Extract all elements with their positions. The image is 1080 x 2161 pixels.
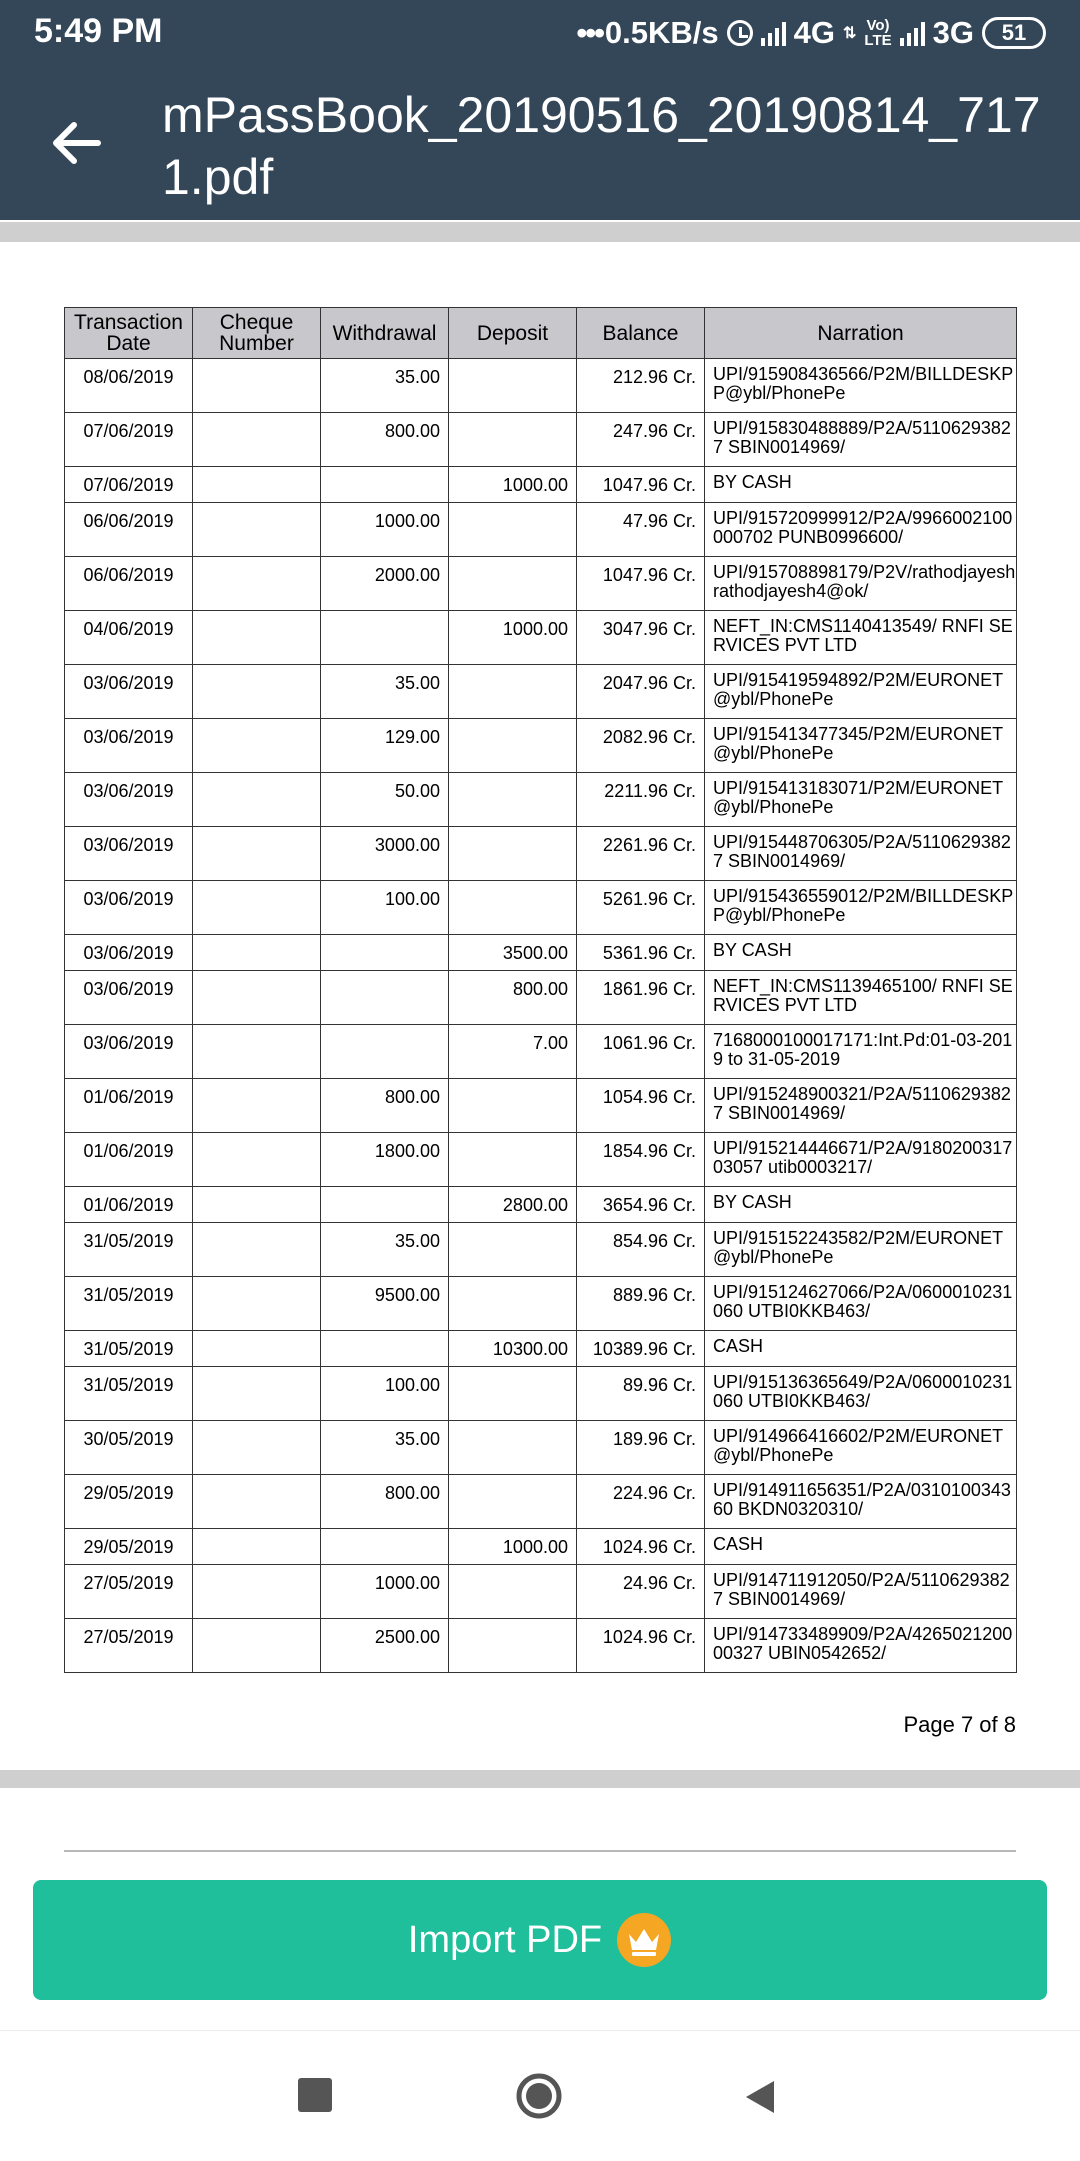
- import-pdf-button[interactable]: [33, 1880, 1047, 2000]
- cell-deposit: 7.00: [449, 1025, 577, 1079]
- cell-date: 06/06/2019: [65, 503, 193, 557]
- cell-balance: 5361.96 Cr.: [577, 935, 705, 971]
- cell-withdrawal: 1000.00: [321, 1565, 449, 1619]
- import-pdf-label: Import PDF: [407, 1918, 603, 1961]
- network-type-1: 4G: [793, 15, 836, 50]
- cell-deposit: [449, 1277, 577, 1331]
- cell-narration: BY CASH: [705, 1187, 1017, 1223]
- cell-date: 29/05/2019: [65, 1529, 193, 1565]
- table-row: [65, 1133, 1017, 1187]
- cell-withdrawal: 35.00: [321, 665, 449, 719]
- status-time: 5:49 PM: [34, 12, 163, 50]
- transaction-table: [64, 307, 1017, 1673]
- cell-date: 03/06/2019: [65, 935, 193, 971]
- cell-cheque: [193, 557, 321, 611]
- cell-narration: UPI/915124627066/P2A/0600010231060 UTBI0KKB463/: [705, 1277, 1017, 1331]
- cell-date: 06/06/2019: [65, 557, 193, 611]
- cell-withdrawal: 9500.00: [321, 1277, 449, 1331]
- alarm-icon: [727, 20, 753, 46]
- battery-icon: [982, 17, 1046, 49]
- cell-cheque: [193, 467, 321, 503]
- crown-icon: [616, 1912, 672, 1968]
- battery-level: 51: [1001, 20, 1027, 45]
- cell-date: 03/06/2019: [65, 971, 193, 1025]
- status-icons: [568, 13, 1046, 53]
- nav-bar: [0, 2030, 1080, 2161]
- cell-narration: BY CASH: [705, 467, 1017, 503]
- cell-narration: UPI/915413183071/P2M/EURONET@ybl/PhonePe: [705, 773, 1017, 827]
- table-row: [65, 1079, 1017, 1133]
- table-row: [65, 359, 1017, 413]
- cell-deposit: 2800.00: [449, 1187, 577, 1223]
- cell-withdrawal: [321, 1187, 449, 1223]
- cell-balance: 212.96 Cr.: [577, 359, 705, 413]
- table-row: [65, 719, 1017, 773]
- cell-deposit: [449, 1223, 577, 1277]
- cell-cheque: [193, 773, 321, 827]
- cell-narration: UPI/914911656351/P2A/031010034360 BKDN0320310/: [705, 1475, 1017, 1529]
- table-row: [65, 467, 1017, 503]
- cell-withdrawal: 35.00: [321, 1421, 449, 1475]
- cell-deposit: [449, 557, 577, 611]
- cell-deposit: [449, 1565, 577, 1619]
- cell-balance: 2082.96 Cr.: [577, 719, 705, 773]
- cell-narration: UPI/915136365649/P2A/0600010231060 UTBI0KKB463/: [705, 1367, 1017, 1421]
- cell-narration: UPI/915908436566/P2M/BILLDESKPP@ybl/PhonePe: [705, 359, 1017, 413]
- cell-deposit: [449, 773, 577, 827]
- cell-withdrawal: 800.00: [321, 413, 449, 467]
- cell-cheque: [193, 1025, 321, 1079]
- cell-withdrawal: 2000.00: [321, 557, 449, 611]
- cell-deposit: 3500.00: [449, 935, 577, 971]
- table-body: [65, 359, 1017, 1673]
- cell-narration: UPI/914711912050/P2A/51106293827 SBIN0014969/: [705, 1565, 1017, 1619]
- cell-deposit: [449, 1367, 577, 1421]
- cell-date: 31/05/2019: [65, 1277, 193, 1331]
- cell-deposit: [449, 359, 577, 413]
- page-divider: [0, 222, 1080, 242]
- cell-date: 07/06/2019: [65, 413, 193, 467]
- table-row: [65, 665, 1017, 719]
- cell-cheque: [193, 1331, 321, 1367]
- table-row: [65, 503, 1017, 557]
- cell-narration: UPI/915152243582/P2M/EURONET@ybl/PhonePe: [705, 1223, 1017, 1277]
- cell-withdrawal: 35.00: [321, 359, 449, 413]
- cell-withdrawal: 50.00: [321, 773, 449, 827]
- cell-date: 01/06/2019: [65, 1079, 193, 1133]
- cell-narration: UPI/915413477345/P2M/EURONET@ybl/PhonePe: [705, 719, 1017, 773]
- cell-deposit: [449, 413, 577, 467]
- cell-narration: UPI/915830488889/P2A/51106293827 SBIN0014969/: [705, 413, 1017, 467]
- data-arrows-icon: ⇅: [843, 25, 857, 42]
- cell-date: 31/05/2019: [65, 1367, 193, 1421]
- table-row: [65, 611, 1017, 665]
- cell-balance: 247.96 Cr.: [577, 413, 705, 467]
- cell-date: 03/06/2019: [65, 773, 193, 827]
- file-title: mPassBook_20190516_20190814_7171.pdf: [162, 87, 1041, 205]
- table-row: [65, 1475, 1017, 1529]
- cell-deposit: [449, 1619, 577, 1673]
- cell-balance: 1061.96 Cr.: [577, 1025, 705, 1079]
- cell-date: 03/06/2019: [65, 1025, 193, 1079]
- table-header-row: [65, 308, 1017, 359]
- cell-narration: UPI/915708898179/P2V/rathodjayeshrathodjayesh4@ok/: [705, 557, 1017, 611]
- cell-balance: 224.96 Cr.: [577, 1475, 705, 1529]
- cell-balance: 5261.96 Cr.: [577, 881, 705, 935]
- cell-cheque: [193, 1619, 321, 1673]
- cell-balance: 1047.96 Cr.: [577, 557, 705, 611]
- cell-narration: UPI/914733489909/P2A/426502120000327 UBIN0542652/: [705, 1619, 1017, 1673]
- cell-withdrawal: [321, 1529, 449, 1565]
- cell-date: 31/05/2019: [65, 1223, 193, 1277]
- cell-narration: 7168000100017171:Int.Pd:01-03-2019 to 31-05-2019: [705, 1025, 1017, 1079]
- cell-narration: CASH: [705, 1331, 1017, 1367]
- cell-deposit: [449, 503, 577, 557]
- table-row: [65, 827, 1017, 881]
- cell-balance: 1054.96 Cr.: [577, 1079, 705, 1133]
- cell-balance: 1854.96 Cr.: [577, 1133, 705, 1187]
- cell-date: 31/05/2019: [65, 1331, 193, 1367]
- table-row: [65, 1277, 1017, 1331]
- cell-balance: 3654.96 Cr.: [577, 1187, 705, 1223]
- signal-icon-2: [900, 20, 925, 46]
- page-divider-bottom: [0, 1770, 1080, 1788]
- cell-cheque: [193, 1223, 321, 1277]
- cell-withdrawal: 2500.00: [321, 1619, 449, 1673]
- cell-narration: UPI/915720999912/P2A/9966002100000702 PUNB0996600/: [705, 503, 1017, 557]
- table-row: [65, 1331, 1017, 1367]
- cell-cheque: [193, 719, 321, 773]
- cell-deposit: [449, 827, 577, 881]
- header-cheque-number: Cheque Number: [193, 308, 321, 359]
- net-speed: 0.5KB/s: [604, 15, 719, 50]
- cell-cheque: [193, 611, 321, 665]
- cell-balance: 1047.96 Cr.: [577, 467, 705, 503]
- cell-withdrawal: 800.00: [321, 1079, 449, 1133]
- back-arrow-icon[interactable]: [44, 110, 110, 176]
- cell-deposit: 1000.00: [449, 467, 577, 503]
- cell-date: 01/06/2019: [65, 1133, 193, 1187]
- cell-withdrawal: 35.00: [321, 1223, 449, 1277]
- cell-balance: 1024.96 Cr.: [577, 1619, 705, 1673]
- header-withdrawal: Withdrawal: [321, 308, 449, 359]
- home-icon[interactable]: [515, 2072, 563, 2120]
- cell-narration: BY CASH: [705, 935, 1017, 971]
- cell-date: 03/06/2019: [65, 719, 193, 773]
- cell-withdrawal: 1800.00: [321, 1133, 449, 1187]
- table-row: [65, 1529, 1017, 1565]
- cell-date: 29/05/2019: [65, 1475, 193, 1529]
- cell-narration: UPI/915436559012/P2M/BILLDESKPP@ybl/PhonePe: [705, 881, 1017, 935]
- app-bar: [0, 66, 1080, 220]
- cell-cheque: [193, 971, 321, 1025]
- table-row: [65, 1025, 1017, 1079]
- cell-date: 04/06/2019: [65, 611, 193, 665]
- table-row: [65, 413, 1017, 467]
- cell-deposit: 800.00: [449, 971, 577, 1025]
- cell-deposit: [449, 881, 577, 935]
- cell-deposit: 10300.00: [449, 1331, 577, 1367]
- cell-withdrawal: 100.00: [321, 881, 449, 935]
- cell-narration: UPI/915214446671/P2A/918020031703057 utib0003217/: [705, 1133, 1017, 1187]
- cell-cheque: [193, 1421, 321, 1475]
- cell-balance: 2261.96 Cr.: [577, 827, 705, 881]
- cell-cheque: [193, 1187, 321, 1223]
- cell-date: 08/06/2019: [65, 359, 193, 413]
- table-row: [65, 881, 1017, 935]
- cell-narration: UPI/914966416602/P2M/EURONET@ybl/PhonePe: [705, 1421, 1017, 1475]
- cell-balance: 47.96 Cr.: [577, 503, 705, 557]
- header-narration: Narration: [705, 308, 1017, 359]
- cell-cheque: [193, 413, 321, 467]
- signal-icon: [761, 20, 786, 46]
- volte-top: Vo): [866, 17, 890, 34]
- cell-cheque: [193, 827, 321, 881]
- cell-balance: 2211.96 Cr.: [577, 773, 705, 827]
- cell-deposit: 1000.00: [449, 611, 577, 665]
- cell-withdrawal: 800.00: [321, 1475, 449, 1529]
- cell-balance: 854.96 Cr.: [577, 1223, 705, 1277]
- cell-deposit: [449, 1475, 577, 1529]
- network-type-2: 3G: [932, 15, 974, 50]
- back-nav-icon[interactable]: [740, 2077, 780, 2117]
- cell-date: 03/06/2019: [65, 827, 193, 881]
- cell-withdrawal: 1000.00: [321, 503, 449, 557]
- cell-balance: 1861.96 Cr.: [577, 971, 705, 1025]
- cell-narration: UPI/915248900321/P2A/51106293827 SBIN0014969/: [705, 1079, 1017, 1133]
- cell-balance: 89.96 Cr.: [577, 1367, 705, 1421]
- cell-narration: UPI/915419594892/P2M/EURONET@ybl/PhonePe: [705, 665, 1017, 719]
- cell-cheque: [193, 881, 321, 935]
- cell-narration: NEFT_IN:CMS1140413549/ RNFI SERVICES PVT LTD: [705, 611, 1017, 665]
- table-row: [65, 557, 1017, 611]
- cell-narration: CASH: [705, 1529, 1017, 1565]
- cell-withdrawal: [321, 1025, 449, 1079]
- cell-narration: NEFT_IN:CMS1139465100/ RNFI SERVICES PVT LTD: [705, 971, 1017, 1025]
- table-row: [65, 1367, 1017, 1421]
- cell-balance: 24.96 Cr.: [577, 1565, 705, 1619]
- cell-balance: 2047.96 Cr.: [577, 665, 705, 719]
- cell-withdrawal: [321, 971, 449, 1025]
- cell-date: 03/06/2019: [65, 665, 193, 719]
- cell-cheque: [193, 1529, 321, 1565]
- cell-withdrawal: 100.00: [321, 1367, 449, 1421]
- cell-balance: 189.96 Cr.: [577, 1421, 705, 1475]
- table-row: [65, 1619, 1017, 1673]
- table-row: [65, 1565, 1017, 1619]
- cell-deposit: 1000.00: [449, 1529, 577, 1565]
- cell-cheque: [193, 1079, 321, 1133]
- cell-cheque: [193, 1277, 321, 1331]
- table-row: [65, 971, 1017, 1025]
- table-row: [65, 1223, 1017, 1277]
- cell-deposit: [449, 719, 577, 773]
- table-row: [65, 1421, 1017, 1475]
- cell-cheque: [193, 1565, 321, 1619]
- cell-cheque: [193, 359, 321, 413]
- cell-deposit: [449, 1421, 577, 1475]
- cell-cheque: [193, 1367, 321, 1421]
- cell-withdrawal: 129.00: [321, 719, 449, 773]
- cell-date: 01/06/2019: [65, 1187, 193, 1223]
- table-row: [65, 773, 1017, 827]
- more-dots-icon: •••: [576, 15, 603, 50]
- cell-date: 27/05/2019: [65, 1619, 193, 1673]
- cell-cheque: [193, 935, 321, 971]
- table-row: [65, 935, 1017, 971]
- cell-deposit: [449, 665, 577, 719]
- cell-cheque: [193, 503, 321, 557]
- table-row: [65, 1187, 1017, 1223]
- header-transaction-date: Transaction Date: [65, 308, 193, 359]
- cell-deposit: [449, 1133, 577, 1187]
- cell-balance: 1024.96 Cr.: [577, 1529, 705, 1565]
- cell-balance: 10389.96 Cr.: [577, 1331, 705, 1367]
- cell-cheque: [193, 1133, 321, 1187]
- cell-withdrawal: [321, 467, 449, 503]
- cell-withdrawal: [321, 935, 449, 971]
- cell-date: 07/06/2019: [65, 467, 193, 503]
- recent-apps-icon[interactable]: [298, 2078, 332, 2112]
- cell-date: 27/05/2019: [65, 1565, 193, 1619]
- cell-balance: 889.96 Cr.: [577, 1277, 705, 1331]
- cell-withdrawal: 3000.00: [321, 827, 449, 881]
- cell-withdrawal: [321, 1331, 449, 1367]
- cell-cheque: [193, 665, 321, 719]
- status-bar: [0, 0, 1080, 66]
- cell-deposit: [449, 1079, 577, 1133]
- header-balance: Balance: [577, 308, 705, 359]
- cell-date: 30/05/2019: [65, 1421, 193, 1475]
- cell-narration: UPI/915448706305/P2A/51106293827 SBIN0014969/: [705, 827, 1017, 881]
- header-deposit: Deposit: [449, 308, 577, 359]
- cell-balance: 3047.96 Cr.: [577, 611, 705, 665]
- cell-withdrawal: [321, 611, 449, 665]
- volte-icon: [864, 18, 891, 48]
- page-number: Page 7 of 8: [903, 1712, 1016, 1737]
- cell-date: 03/06/2019: [65, 881, 193, 935]
- volte-bottom: LTE: [864, 32, 892, 49]
- cell-cheque: [193, 1475, 321, 1529]
- next-page-edge: [64, 1850, 1016, 1852]
